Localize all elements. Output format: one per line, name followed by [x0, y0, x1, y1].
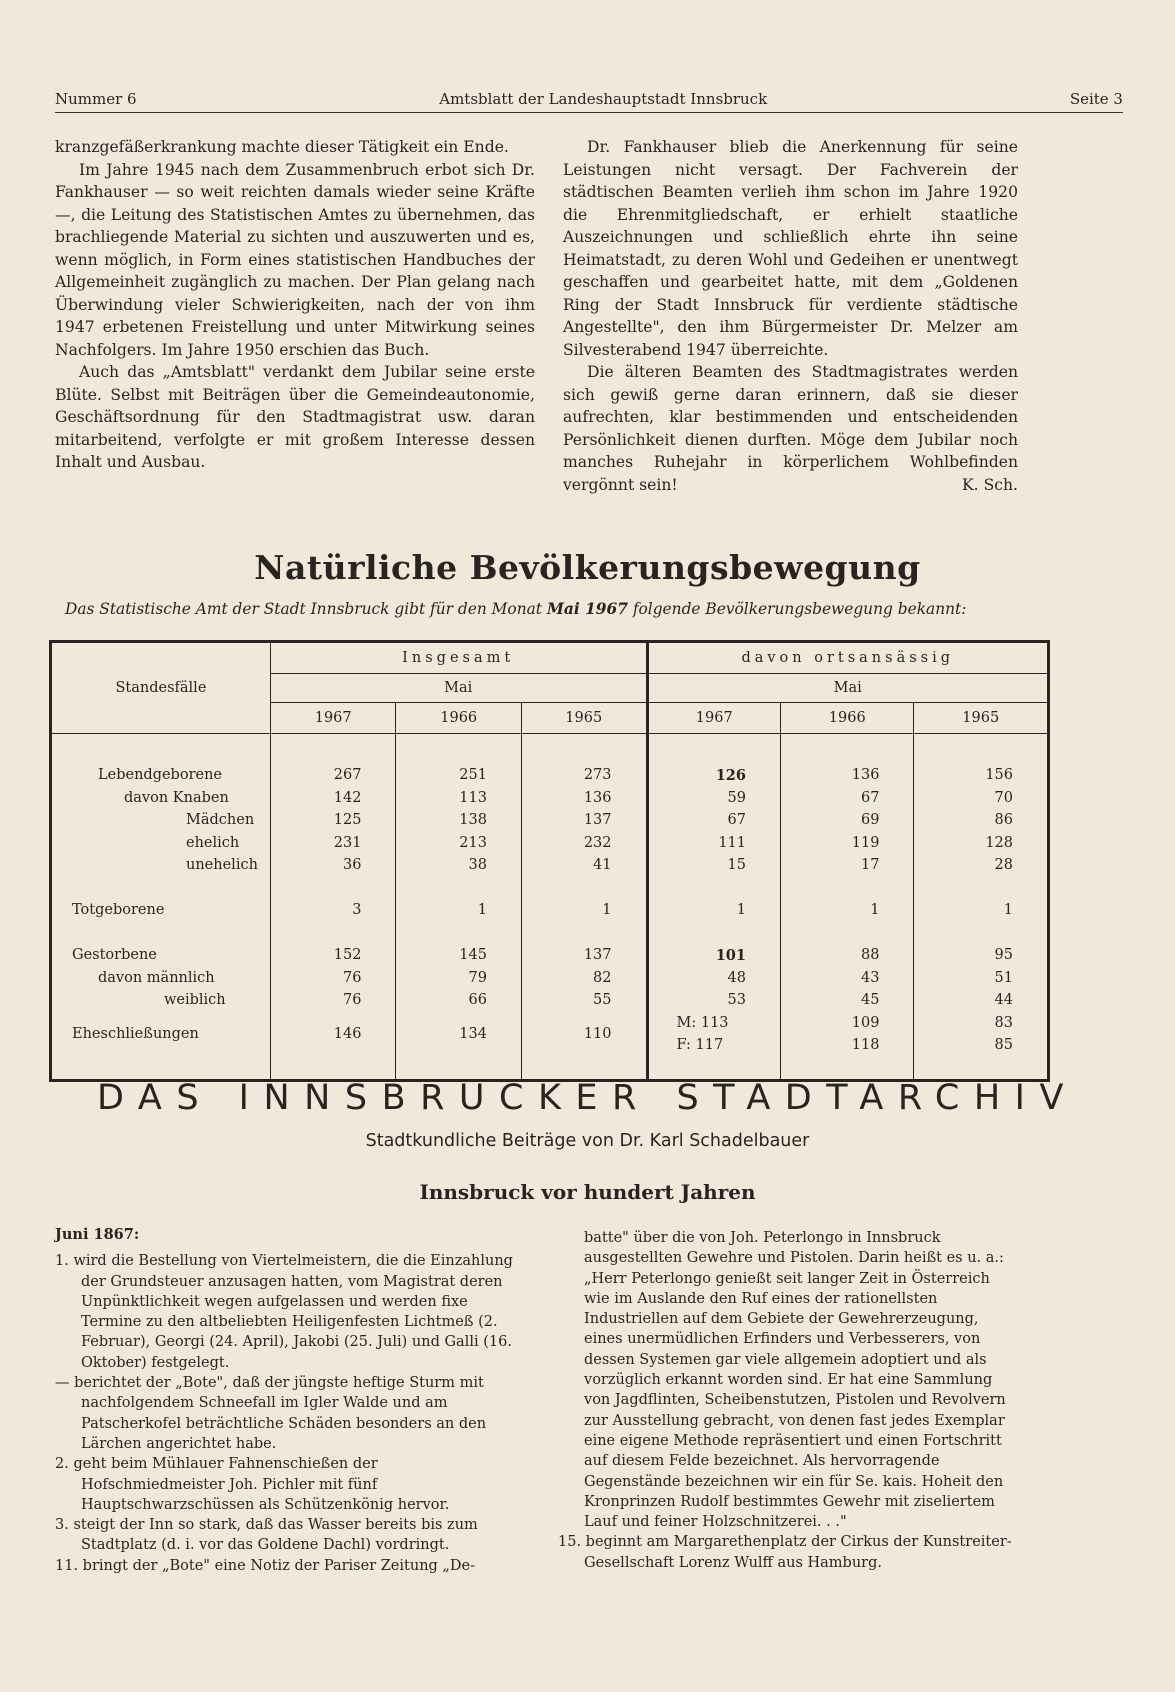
article-paragraph: Auch das „Amtsblatt" verdankt dem Jubilar seine erste Blüte. Selbst mit Beiträgen über die Gemeindeautonomie, Geschäftsordnung für den Stadtmagistrat usw. daran mitarbeitend, verfolgte er mit großem Interesse dessen Inhalt und Ausbau. [55, 363, 535, 471]
list-item: 1. wird die Bestellung von Viertelmeistern, die die Einzahlung der Grundsteuer anzusagen hatten, vom Magistrat deren Unpünktlichkeit wegen aufgelassen und werden fixe Termine zu den altbeliebten Heiligenfesten Lichtmeß (2. Februar), Georgi (24. April), Jakobi (25. Juli) und Galli (16. Oktober) festgelegt. [55, 1253, 513, 1371]
article-left-column [55, 136, 535, 474]
row-header: Standesfälle [51, 642, 271, 734]
article-right-column [563, 136, 1018, 496]
table-row: unehelich 36 38 41 15 17 28 [51, 854, 1049, 877]
article-paragraph: Im Jahre 1945 nach dem Zusammenbruch erbot sich Dr. Fankhauser — so weit reichten damals wieder seine Kräfte —, die Leitung des Statistischen Amtes zu übernehmen, das brachliegende Material zu sichten und auszuwerten und es, wenn möglich, in Form eines statistischen Handbuches der Allgemeinheit zugänglich zu machen. Der Plan gelang nach Überwindung vieler Schwierigkeiten, nach der von ihm 1947 erbetenen Freistellung und unter Mitwirkung seines Nachfolgers. Im Jahre 1950 erschien das Buch. [55, 160, 535, 359]
year-header: 1967 [647, 703, 781, 734]
article-paragraph: Die älteren Beamten des Stadtmagistrates werden sich gewiß gerne daran erinnern, daß sie dieser aufrechten, klar bestimmenden und entscheidenden Persönlichkeit dienen durften. Möge dem Jubilar noch manches Ruhejahr in körperlichem Wohlbefinden vergönnt sein! K. Sch. [563, 361, 1018, 496]
year-header: 1965 [521, 703, 647, 734]
archiv-title: DAS INNSBRUCKER STADTARCHIV [97, 1078, 1078, 1118]
publication-title: Amtsblatt der Landeshauptstadt Innsbruck [439, 90, 768, 108]
table-row: F: 117 118 85 [51, 1034, 1049, 1057]
table-row: Mädchen 125 138 137 67 69 86 [51, 809, 1049, 832]
archiv-right-column [558, 1228, 1020, 1573]
statistics-title: Natürliche Bevölkerungsbewegung [254, 548, 921, 587]
list-item: 15. beginnt am Margarethenplatz der Cirkus der Kunstreiter-Gesellschaft Lorenz Wulff aus Hamburg. [558, 1534, 1012, 1571]
archiv-date: Juni 1867: [55, 1226, 140, 1243]
list-item: — berichtet der „Bote", daß der jüngste heftige Sturm mit nachfolgendem Schneefall im Igler Walde und am Patscherkofel beträchtliche Schäden besonders an den Lärchen angerichtet habe. [55, 1375, 487, 1452]
list-item: 3. steigt der Inn so stark, daß das Wasser bereits bis zum Stadtplatz (d. i. vor das Goldene Dachl) vordringt. [55, 1517, 478, 1554]
archiv-subtitle: Stadtkundliche Beiträge von Dr. Karl Schadelbauer [365, 1131, 810, 1151]
year-header: 1966 [781, 703, 914, 734]
archiv-left-column [55, 1225, 525, 1576]
month-header: Mai [647, 674, 1049, 703]
table-row: Eheschließungen 146 134 110 M: 113 109 83 [51, 1012, 1049, 1035]
page-number: Seite 3 [1069, 90, 1123, 108]
group-total-header: Insgesamt [270, 642, 647, 674]
intro-month: Mai 1967 [546, 600, 628, 618]
table-row: davon männlich 76 79 82 48 43 51 [51, 967, 1049, 990]
table-row: weiblich 76 66 55 53 45 44 [51, 989, 1049, 1012]
statistics-intro: Das Statistische Amt der Stadt Innsbruck gibt für den Monat Mai 1967 folgende Bevölkerungsbewegung bekannt: [65, 600, 967, 618]
population-table [49, 640, 1050, 1082]
table-row: Gestorbene 152 145 137 101 88 95 [51, 944, 1049, 967]
archiv-heading: Innsbruck vor hundert Jahren [419, 1180, 756, 1204]
article-paragraph: Dr. Fankhauser blieb die Anerkennung für seine Leistungen nicht versagt. Der Fachverein der städtischen Beamten verlieh ihm schon im Jahre 1920 die Ehrenmitgliedschaft, er erhielt staatliche Auszeichnungen und schließlich ehrte ihn seine Heimatstadt, zu deren Wohl und Gedeihen er unentwegt geschaffen und gearbeitet hatte, mit dem „Goldenen Ring der Stadt Innsbruck für verdiente städtische Angestellte", den ihm Bürgermeister Dr. Melzer am Silvesterabend 1947 überreichte. [563, 138, 1018, 359]
table-body [51, 764, 1049, 1081]
page-header [55, 80, 1123, 113]
table-row: Totgeborene 3 1 1 1 1 1 [51, 899, 1049, 922]
year-header: 1965 [914, 703, 1049, 734]
list-item: 2. geht beim Mühlauer Fahnenschießen der Hofschmiedmeister Joh. Pichler mit fünf Hauptschwarzschüssen als Schützenkönig hervor. [55, 1456, 450, 1513]
year-header: 1967 [270, 703, 396, 734]
group-resident-header: davon ortsansässig [647, 642, 1049, 674]
month-header: Mai [270, 674, 647, 703]
article-paragraph: kranzgefäßerkrankung machte dieser Tätigkeit ein Ende. [55, 138, 509, 156]
list-item-continuation: batte" über die von Joh. Peterlongo in Innsbruck ausgestellten Gewehre und Pistolen. Darin heißt es u. a.: „Herr Peterlongo genießt seit langer Zeit in Österreich wie im Auslande den Ruf eines der rationellsten Industriellen auf dem Gebiete der Gewehrerzeugung, eines unermüdlichen Erfinders und Verbesserers, von dessen Systemen gar viele allgemein adoptiert und als vorzüglich erkannt worden sind. Er hat eine Sammlung von Jagdflinten, Scheibenstutzen, Pistolen und Revolvern zur Ausstellung gebracht, von denen fast jedes Exemplar eine eigene Methode repräsentiert und einen Fortschritt auf diesem Felde bezeichnet. Als hervorragende Gegenstände bezeichnen wir ein für Se. kais. Hoheit den Kronprinzen Rudolf bestimmtes Gewehr mit ziseliertem Lauf und feiner Holzschnitzerei. . ." [584, 1230, 1006, 1531]
issue-number: Nummer 6 [55, 90, 137, 108]
list-item: 11. bringt der „Bote" eine Notiz der Pariser Zeitung „De- [55, 1557, 476, 1574]
table-row: davon Knaben 142 113 136 59 67 70 [51, 787, 1049, 810]
table-row: Lebendgeborene 267 251 273 126 136 156 [51, 764, 1049, 787]
signature: K. Sch. [962, 475, 1018, 494]
table-row: ehelich 231 213 232 111 119 128 [51, 832, 1049, 855]
year-header: 1966 [396, 703, 522, 734]
